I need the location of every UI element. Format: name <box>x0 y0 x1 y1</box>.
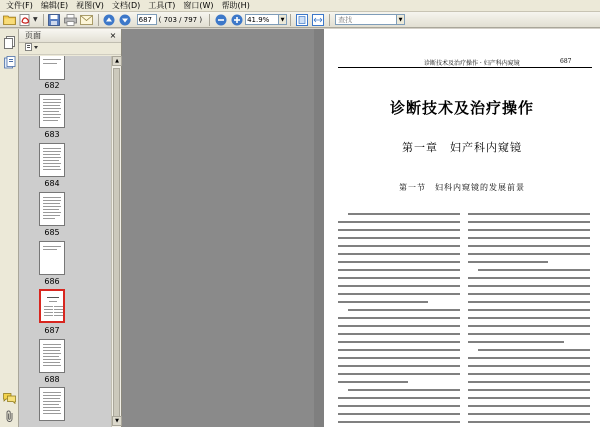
toolbar-separator <box>209 14 210 26</box>
pages-panel-title: 页面 <box>25 31 41 40</box>
page-thumbnail[interactable] <box>39 241 65 275</box>
next-page-icon[interactable] <box>118 13 133 26</box>
comments-tab-icon[interactable] <box>2 391 17 406</box>
close-icon[interactable]: × <box>109 31 117 40</box>
header-rule <box>338 67 592 68</box>
page-number-input[interactable] <box>137 14 157 25</box>
toolbar-separator <box>329 14 330 26</box>
menu-edit[interactable]: 编辑(E) <box>40 0 69 10</box>
page-thumbnail-label: 685 <box>44 228 60 237</box>
search-input[interactable] <box>335 14 397 25</box>
create-pdf-icon[interactable] <box>18 13 33 26</box>
page-thumbnail[interactable] <box>39 143 65 177</box>
email-icon[interactable] <box>79 13 94 26</box>
create-pdf-dropdown-icon[interactable]: ▼ <box>33 16 38 23</box>
running-head <box>324 57 600 67</box>
scroll-down-icon[interactable]: ▼ <box>112 416 122 426</box>
part-title: 诊断技术及治疗操作 <box>389 99 534 117</box>
body-text-left-column <box>338 213 460 427</box>
menu-tools[interactable]: 工具(T) <box>148 0 176 10</box>
toolbar <box>0 12 600 28</box>
navigation-strip <box>0 29 19 427</box>
page-thumbnails <box>19 56 111 427</box>
menu-document[interactable]: 文档(D) <box>111 0 141 10</box>
pages-tab-icon[interactable] <box>2 35 17 50</box>
page-thumbnail[interactable] <box>39 56 65 80</box>
pages-panel <box>19 29 122 427</box>
section-title: 第一节 妇科内窥镜的发展前景 <box>399 183 525 192</box>
page-thumbnail-label: 687 <box>44 326 60 335</box>
page-thumbnail-label: 682 <box>44 81 60 90</box>
open-folder-icon[interactable] <box>2 13 17 26</box>
toolbar-separator <box>290 14 291 26</box>
body-text-right-column <box>468 213 590 427</box>
menu-bar <box>0 0 600 12</box>
page-thumbnail-selected[interactable] <box>39 289 65 323</box>
menu-file[interactable]: 文件(F) <box>6 0 33 10</box>
document-page <box>324 29 600 427</box>
page-thumbnail-label: 688 <box>44 375 60 384</box>
document-view[interactable] <box>122 29 600 427</box>
save-icon[interactable] <box>47 13 62 26</box>
fit-page-icon[interactable] <box>294 13 309 26</box>
layers-tab-icon[interactable] <box>2 55 17 70</box>
thumbnails-scrollbar[interactable] <box>111 56 121 427</box>
page-thumbnail-label: 686 <box>44 277 60 286</box>
toolbar-separator <box>43 14 44 26</box>
page-thumbnail-label: 683 <box>44 130 60 139</box>
toolbar-separator <box>98 14 99 26</box>
zoom-out-icon[interactable] <box>213 13 228 26</box>
menu-help[interactable]: 帮助(H) <box>221 0 250 10</box>
running-head-title: 诊断技术及治疗操作 · 妇产科内窥镜 <box>424 60 520 67</box>
page-thumbnail[interactable] <box>39 192 65 226</box>
page-thumbnail[interactable] <box>39 339 65 373</box>
print-icon[interactable] <box>63 13 78 26</box>
fit-width-icon[interactable] <box>310 13 325 26</box>
menu-window[interactable]: 窗口(W) <box>183 0 214 10</box>
pages-panel-header <box>19 29 121 43</box>
panel-options-bar <box>19 43 121 55</box>
menu-view[interactable]: 视图(V) <box>76 0 104 10</box>
page-thumbnail-label: 684 <box>44 179 60 188</box>
zoom-dropdown-icon[interactable]: ▼ <box>279 14 287 25</box>
attachments-tab-icon[interactable] <box>2 409 17 424</box>
options-icon[interactable] <box>25 43 39 55</box>
previous-page-icon[interactable] <box>102 13 117 26</box>
page-thumbnail[interactable] <box>39 387 65 421</box>
page-thumbnail[interactable] <box>39 94 65 128</box>
chapter-title: 第一章 妇产科内窥镜 <box>402 141 522 154</box>
page-number: 687 <box>560 58 572 65</box>
page-count: ( 703 / 797 ) <box>158 15 203 24</box>
zoom-input[interactable] <box>245 14 279 25</box>
scroll-thumb[interactable] <box>113 68 120 424</box>
previous-page-area <box>122 29 314 427</box>
search-dropdown-icon[interactable]: ▼ <box>397 14 405 25</box>
zoom-in-icon[interactable] <box>229 13 244 26</box>
scroll-up-icon[interactable]: ▲ <box>112 56 122 66</box>
